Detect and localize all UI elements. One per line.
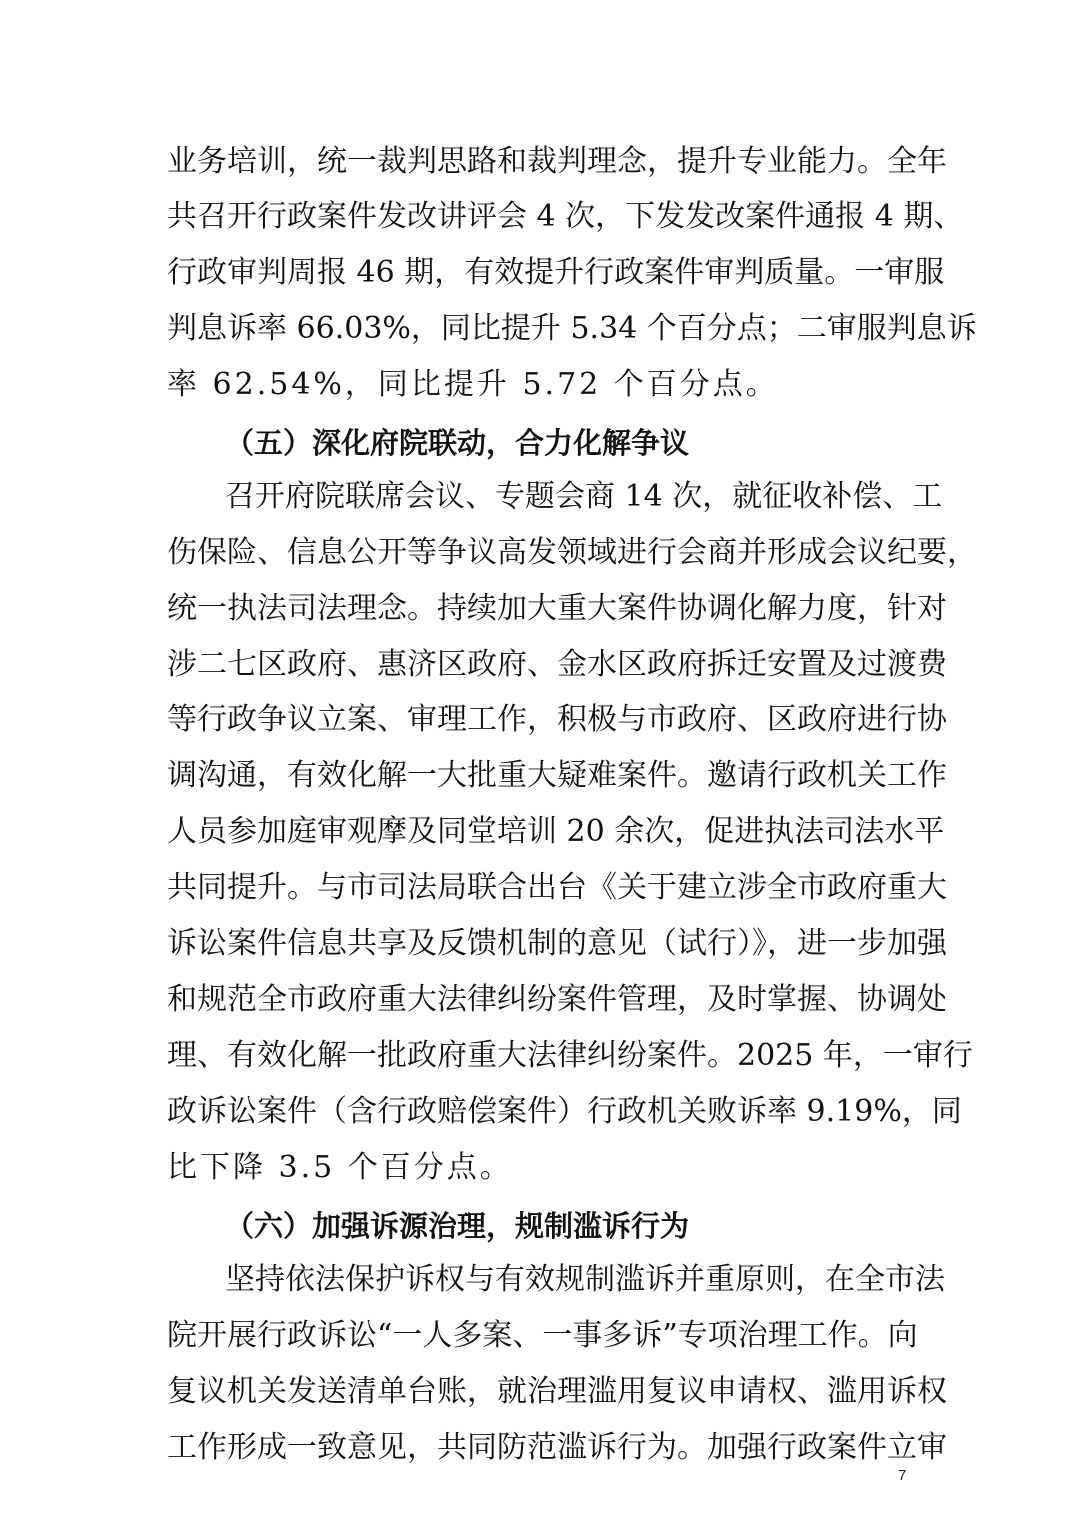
- body-line: 共召开行政案件发改讲评会 4 次，下发发改案件通报 4 期、: [167, 199, 964, 234]
- body-line: 伤保险、信息公开等争议高发领域进行会商并形成会议纪要，: [167, 535, 977, 570]
- body-line: 政诉讼案件（含行政赔偿案件）行政机关败诉率 9.19%，同: [167, 1094, 962, 1129]
- page-number: 7: [898, 1467, 907, 1484]
- body-line: 诉讼案件信息共享及反馈机制的意见（试行）》，进一步加强: [167, 926, 947, 961]
- body-line: 调沟通，有效化解一大批重大疑难案件。邀请行政机关工作: [167, 758, 947, 793]
- body-line: 等行政争议立案、审理工作，积极与市政府、区政府进行协: [167, 702, 947, 737]
- body-line: 涉二七区政府、惠济区政府、金水区政府拆迁安置及过渡费: [167, 647, 947, 682]
- body-line: 业务培训，统一裁判思路和裁判理念，提升专业能力。全年: [167, 144, 947, 179]
- section-heading: （五）深化府院联动，合力化解争议: [225, 426, 690, 460]
- body-line: 率 62.54%，同比提升 5.72 个百分点。: [167, 367, 779, 402]
- body-line: 理、有效化解一批政府重大法律纠纷案件。2025 年，一审行: [167, 1038, 973, 1073]
- body-line: 人员参加庭审观摩及同堂培训 20 余次，促进执法司法水平: [167, 814, 945, 849]
- body-line: 工作形成一致意见，共同防范滥诉行为。加强行政案件立审: [167, 1430, 947, 1465]
- body-line: 行政审判周报 46 期，有效提升行政案件审判质量。一审服: [167, 255, 945, 290]
- body-line: 比下降 3.5 个百分点。: [167, 1150, 513, 1185]
- body-line: 和规范全市政府重大法律纠纷案件管理，及时掌握、协调处: [167, 982, 947, 1017]
- body-line: 判息诉率 66.03%，同比提升 5.34 个百分点；二审服判息诉: [167, 311, 977, 346]
- body-line: 院开展行政诉讼“一人多案、一事多诉”专项治理工作。向: [167, 1318, 918, 1353]
- body-line: 统一执法司法理念。持续加大重大案件协调化解力度，针对: [167, 591, 947, 626]
- body-line: 召开府院联席会议、专题会商 14 次，就征收补偿、工: [225, 479, 943, 514]
- section-heading: （六）加强诉源治理，规制滥诉行为: [225, 1209, 690, 1243]
- body-line: 复议机关发送清单台账，就治理滥用复议申请权、滥用诉权: [167, 1374, 947, 1409]
- body-line: 坚持依法保护诉权与有效规制滥诉并重原则，在全市法: [225, 1262, 945, 1297]
- body-line: 共同提升。与市司法局联合出台《关于建立涉全市政府重大: [167, 870, 947, 905]
